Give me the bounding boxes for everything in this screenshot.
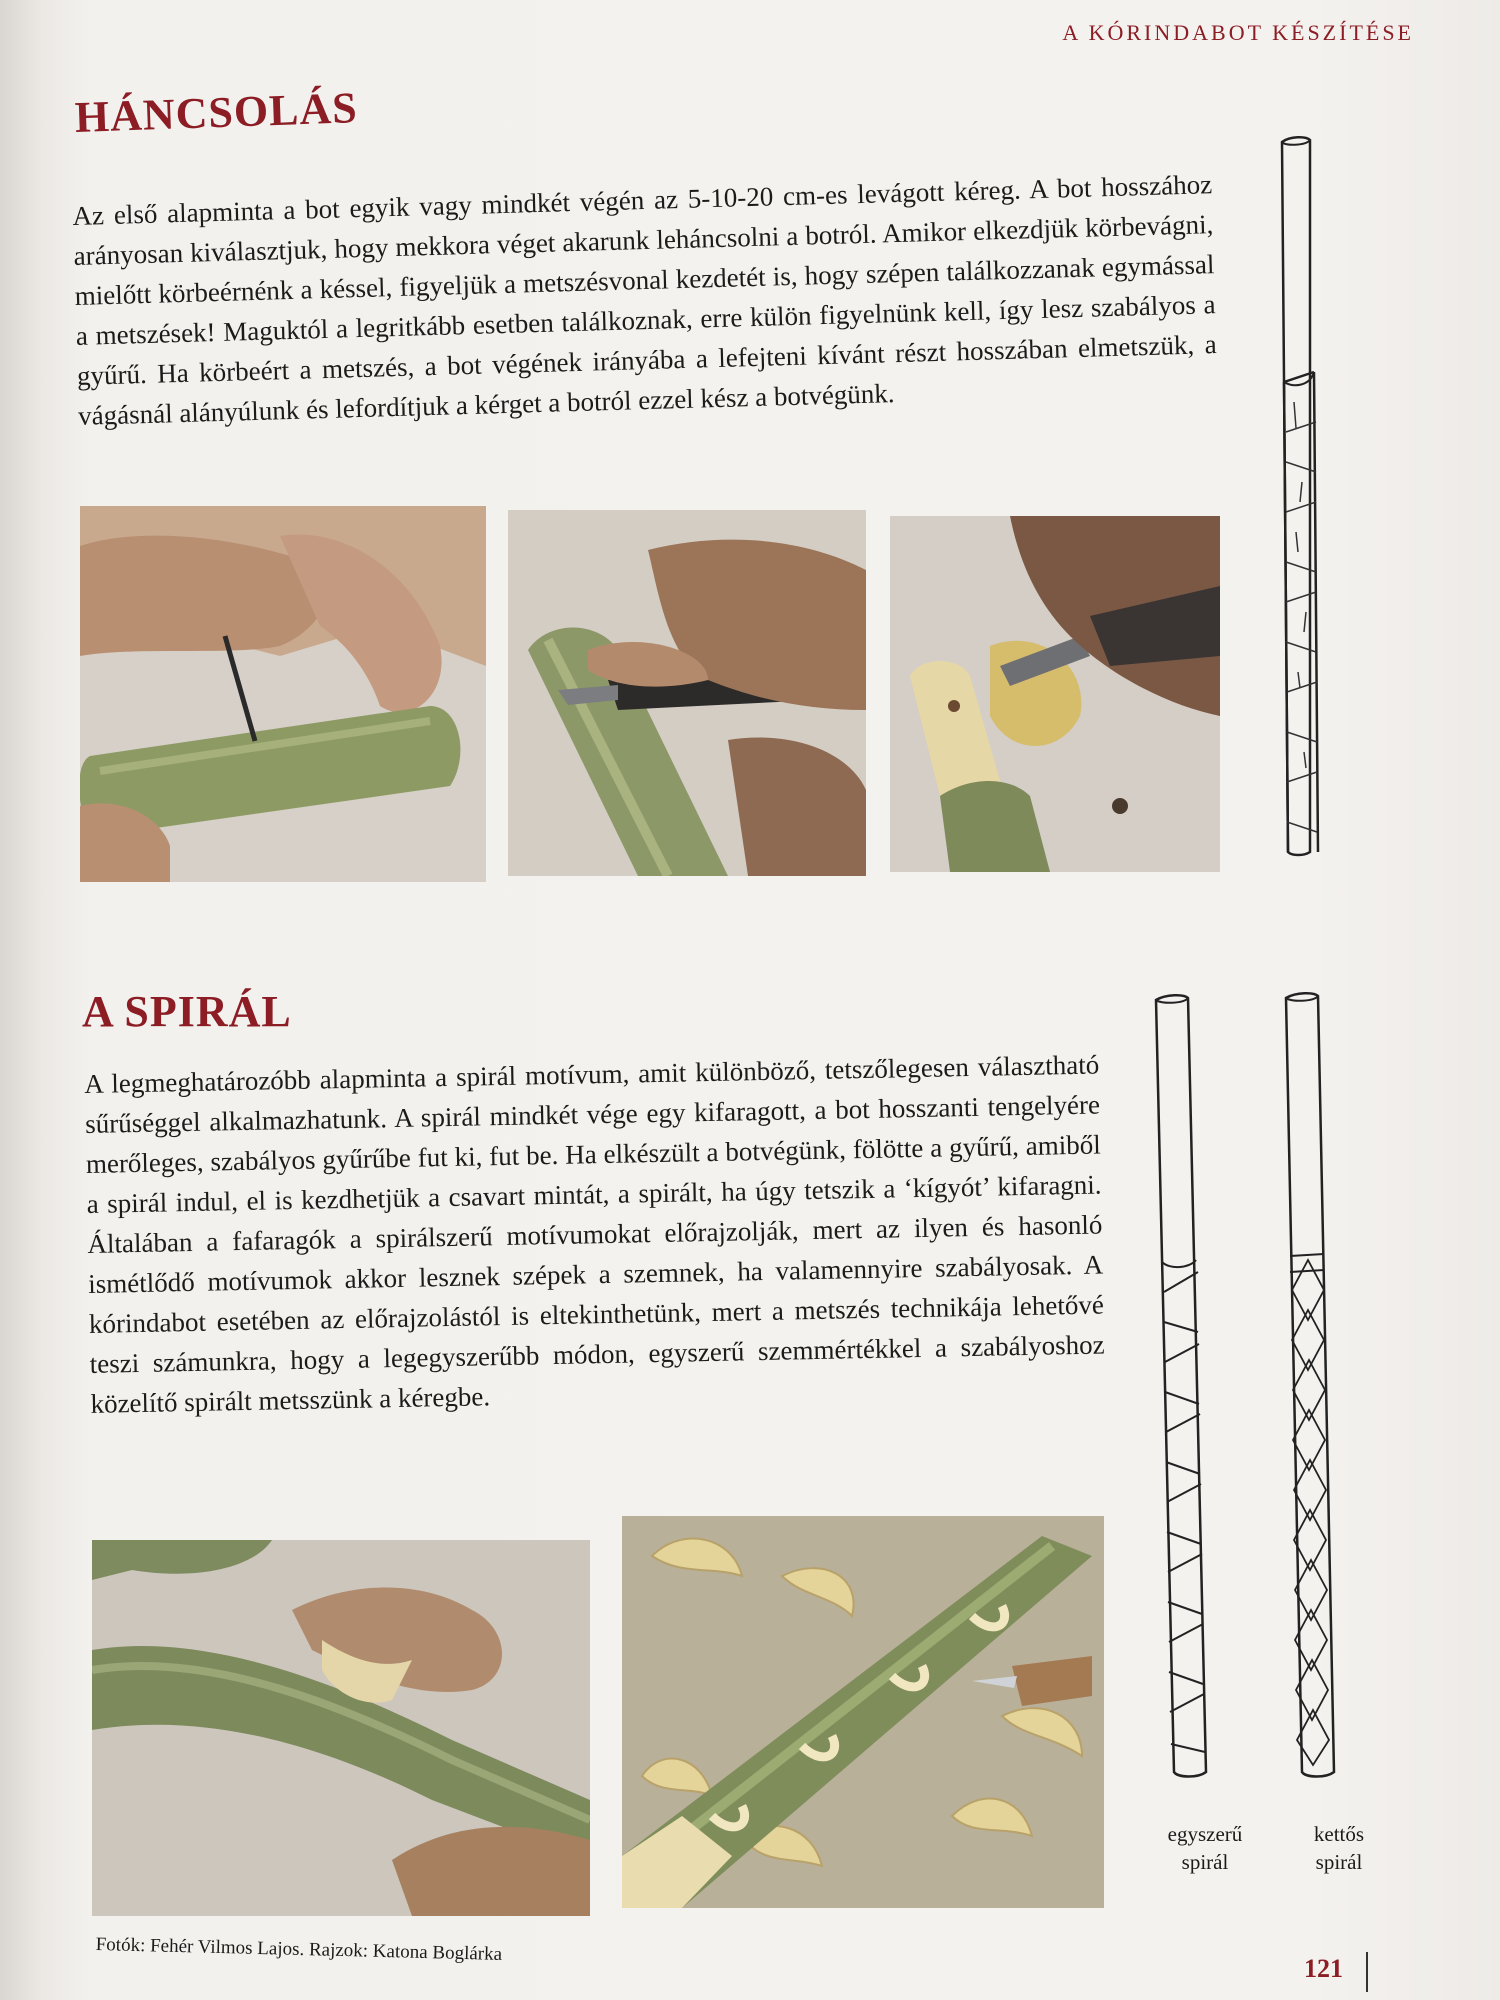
photo-spiral-stick <box>622 1516 1104 1908</box>
photo-peeling-bark <box>890 516 1220 872</box>
section-paragraph-hancsolas: Az első alapminta a bot egyik vagy mindkét végén az 5-10-20 cm-es levágott kéreg. A bot hosszához arányosan kiválasztjuk, hogy mekkora véget akarunk leháncsolni a botról. Amikor elkezdjük körbevágni, mielőtt körbeérnénk a késsel, figyeljük a metszésvonal kezdetét is, hogy szépen találkozzanak egymással a metszések! Maguktól a legritkább esetben találkoznak, erre külön figyelnünk kell, így lesz szabályos a gyűrű. Ha körbeért a metszés, a bot végének irányába a lefejteni kívánt részt hosszában elmetszük, a vágásnál alányúlunk és lefordítjuk a kérget a botról ezzel kész a botvégünk. <box>72 169 1218 431</box>
drawing-double-spiral-stick <box>1274 990 1368 1782</box>
drawing-peeled-stick <box>1270 132 1350 868</box>
drawing-single-spiral-stick <box>1150 992 1240 1782</box>
page-number: 121 <box>1304 1954 1343 1983</box>
caption-line: spirál <box>1181 1850 1229 1874</box>
photo-credits: Fotók: Fehér Vilmos Lajos. Rajzok: Katona Boglárka <box>95 1934 503 1965</box>
page-number-rule <box>1366 1952 1368 1992</box>
caption-line: kettős <box>1313 1822 1365 1846</box>
caption-double-spiral <box>1274 1820 1404 1876</box>
section-title-hancsolas: HÁNCSOLÁS <box>74 83 359 142</box>
caption-line: spirál <box>1315 1850 1363 1874</box>
caption-single-spiral <box>1140 1820 1270 1876</box>
section-paragraph-spiral: A legmeghatározóbb alapminta a spirál motívum, amit különböző, tetszőlegesen választható sűrűséggel alkalmazhatunk. A spirál mindkét vége egy kifaragott, a bot hosszanti tengelyére merőleges, szabályos gyűrűbe fut ki, fut be. Ha elkészült a botvégünk, fölötte a gyűrű, amiből a spirál indul, el is kezdhetjük a csavart mintát, a spirált, ha úgy tetszik a ‘kígyót’ kifaragni. Általában a fafaragók a spirálszerű motívumokat előrajzolják, mert az ilyen és hasonló ismétlődő motívumok akkor lesznek szépek a szemnek, ha valamennyire szabályosak. A kórindabot esetében az előrajzolástól is eltekinthetünk, mert a metszés technikája lehetővé teszi számunkra, hogy a legegyszerűbb módon, egyszerű szemmértékkel a szabályoshoz közelítő spirált metsszünk a kéregbe. <box>84 1049 1105 1419</box>
photo-scoring-bark <box>80 506 486 882</box>
section-title-spiral: A SPIRÁL <box>82 987 292 1036</box>
running-head: A KÓRINDABOT KÉSZÍTÉSE <box>1062 20 1414 45</box>
photo-cutting-lengthwise <box>508 510 866 876</box>
photo-cutting-spiral <box>92 1540 590 1916</box>
caption-line: egyszerű <box>1167 1822 1243 1846</box>
